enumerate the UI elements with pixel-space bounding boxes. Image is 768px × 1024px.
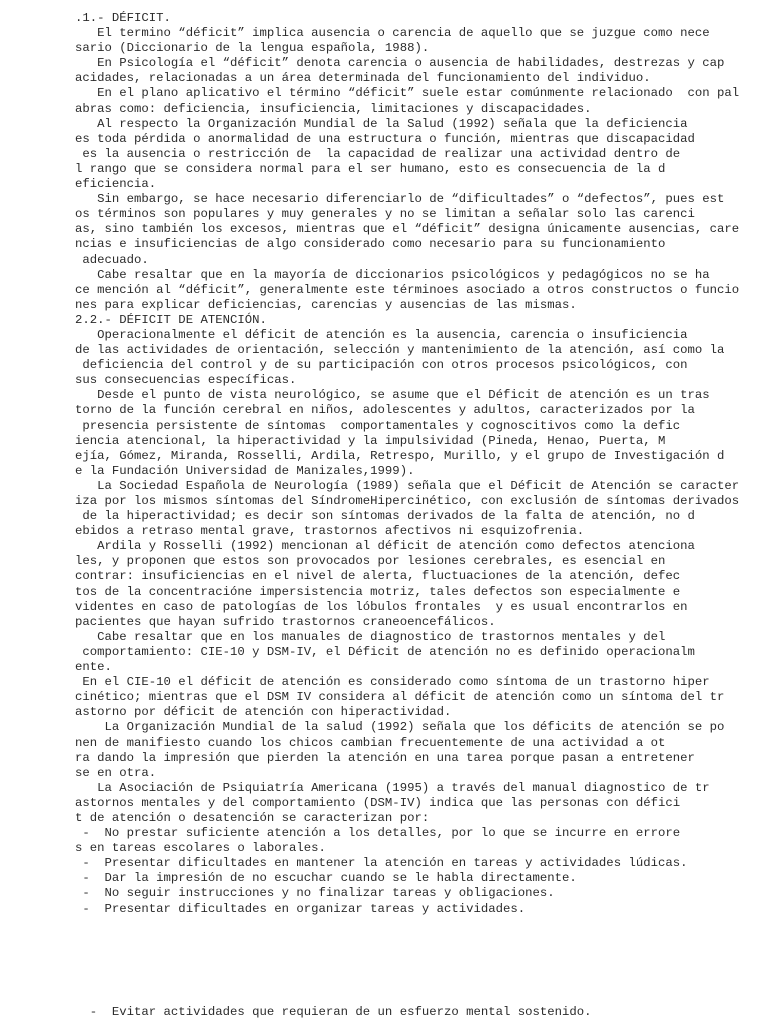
text-line: iza por los mismos síntomas del SíndromeHipercinético, con exclusión de síntomas derivados [75,494,740,508]
text-line: iencia atencional, la hiperactividad y la impulsividad (Pineda, Henao, Puerta, M [75,433,666,448]
text-line: acidades, relacionadas a un área determinada del funcionamiento del individuo. [75,71,651,86]
text-line: nen de manifiesto cuando los chicos cambian frecuentemente de una actividad a ot [75,735,666,750]
text-line: sus consecuencias específicas. [75,373,297,388]
text-line: ra dando la impresión que pierden la atención en una tarea porque pasan a entretener [75,750,695,765]
text-line: En Psicología el “déficit” denota carencia o ausencia de habilidades, destrezas y cap [75,56,725,71]
text-line: s en tareas escolares o laborales. [75,841,326,856]
text-line: Cabe resaltar que en la mayoría de diccionarios psicológicos y pedagógicos no se ha [75,267,710,282]
text-line: Cabe resaltar que en los manuales de diagnostico de trastornos mentales y del [75,629,666,644]
text-line: deficiencia del control y de su participación con otros procesos psicológicos, con [75,358,688,373]
text-line: contrar: insuficiencias en el nivel de alerta, fluctuaciones de la atención, defec [75,569,681,584]
text-line: os términos son populares y muy generales y no se limitan a señalar solo las carenci [75,207,695,222]
text-line: es la ausencia o restricción de la capacidad de realizar una actividad dentro de [75,146,681,161]
text-line: t de atención o desatención se caracterizan por: [75,810,430,825]
text-line: - Presentar dificultades en mantener la atención en tareas y actividades lúdicas. [75,856,688,871]
text-line: e la Fundación Universidad de Manizales,1999). [75,463,415,478]
text-line: ente. [75,660,112,675]
text-line: - Presentar dificultades en organizar tareas y actividades. [75,901,526,916]
text-line: de la hiperactividad; es decir son síntomas derivados de la falta de atención, no d [75,509,695,524]
text-line: En el plano aplicativo el término “déficit” suele estar comúnmente relacionado con pal [75,86,740,101]
text-line: .1.- DÉFICIT. [75,11,171,25]
text-line: presencia persistente de síntomas comportamentales y cognoscitivos como la defic [75,418,681,433]
text-line: nes para explicar deficiencias, carencias y ausencias de las mismas. [75,297,577,312]
text-line: sario (Diccionario de la lengua española, 1988). [75,41,430,56]
text-line: Al respecto la Organización Mundial de la Salud (1992) señala que la deficiencia [75,116,688,131]
text-line: as, sino también los excesos, mientras que el “déficit” designa únicamente ausencias, care [75,222,740,237]
text-line: - No seguir instrucciones y no finalizar tareas y obligaciones. [75,886,555,901]
text-line: La Sociedad Española de Neurología (1989) señala que el Déficit de Atención se caracter [75,478,740,493]
text-line: l rango que se considera normal para el ser humano, esto es consecuencia de la d [75,161,666,176]
text-line: abras como: deficiencia, insuficiencia, limitaciones y discapacidades. [75,101,592,116]
text-line: - No prestar suficiente atención a los detalles, por lo que se incurre en errore [75,826,681,841]
text-line: pacientes que hayan sufrido trastornos craneoencefálicos. [75,614,496,629]
text-line: astornos mentales y del comportamiento (DSM-IV) indica que las personas con défici [75,795,681,810]
text-line: astorno por déficit de atención con hiperactividad. [75,705,452,720]
text-line: adecuado. [75,252,149,267]
text-line: ncias e insuficiencias de algo considerado como necesario para su funcionamiento [75,237,666,252]
text-line: comportamiento: CIE-10 y DSM-IV, el Déficit de atención no es definido operacionalm [75,644,695,659]
text-line: Ardila y Rosselli (1992) mencionan al déficit de atención como defectos atenciona [75,539,695,554]
document-body [75,11,765,917]
text-line: El termino “déficit” implica ausencia o carencia de aquello que se juzgue como nece [75,26,710,41]
text-line: 2.2.- DÉFICIT DE ATENCIÓN. [75,312,267,327]
text-line: Desde el punto de vista neurológico, se asume que el Déficit de atención es un tras [75,388,710,403]
text-line: Sin embargo, se hace necesario diferenciarlo de “dificultades” o “defectos”, pues est [75,192,725,207]
text-line: eficiencia. [75,177,157,192]
footer-bullet-line: - Evitar actividades que requieran de un esfuerzo mental sostenido. [75,1005,592,1019]
text-line: ce mención al “déficit”, generalmente este términoes asociado a otros constructos o funcio [75,282,740,297]
text-line: En el CIE-10 el déficit de atención es considerado como síntoma de un trastorno hiper [75,675,710,690]
text-line: La Organización Mundial de la salud (1992) señala que los déficits de atención se po [75,720,725,735]
text-line: les, y proponen que estos son provocados por lesiones cerebrales, es esencial en [75,554,666,569]
text-line: es toda pérdida o anormalidad de una estructura o función, mientras que discapacidad [75,131,695,146]
text-line: ejía, Gómez, Miranda, Rosselli, Ardila, Retrespo, Murillo, y el grupo de Investigación d [75,448,725,463]
text-line: Operacionalmente el déficit de atención es la ausencia, carencia o insuficiencia [75,327,688,342]
text-line: tos de la concentracióne impersistencia motriz, tales defectos son especialmente e [75,584,681,599]
text-line: torno de la función cerebral en niños, adolescentes y adultos, caracterizados por la [75,403,695,418]
text-line: La Asociación de Psiquiatría Americana (1995) a través del manual diagnostico de tr [75,780,710,795]
text-line: de las actividades de orientación, selección y mantenimiento de la atención, así como la [75,343,725,358]
text-line: videntes en caso de patologías de los lóbulos frontales y es usual encontrarlos en [75,599,688,614]
text-line: cinético; mientras que el DSM IV considera al déficit de atención como un síntoma del tr [75,690,725,705]
text-line: ebidos a retraso mental grave, trastornos afectivos ni esquizofrenia. [75,524,585,539]
text-line: se en otra. [75,765,157,780]
text-line: - Dar la impresión de no escuchar cuando se le habla directamente. [75,871,577,886]
